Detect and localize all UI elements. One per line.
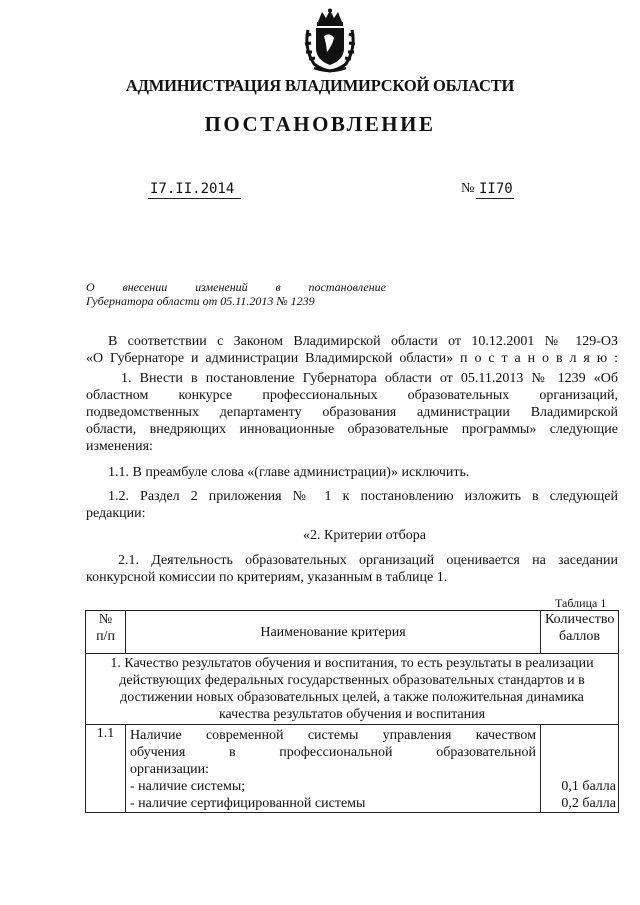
subject-line-1 (86, 280, 386, 294)
score-value: 0,2 балла (561, 796, 616, 811)
paragraph-1-1: 1.1. В преамбуле слова «(главе администрации)» исключить. (108, 465, 470, 480)
header-score-cell (541, 611, 619, 654)
section-title-cell (86, 654, 619, 725)
paragraph-line: областном конкурсе профессиональных образовательных организаций, (86, 388, 618, 403)
paragraph-line: области, внедряющих инновационные образовательные программы» следующие (86, 422, 618, 437)
criterion-line: - наличие системы; (130, 779, 246, 794)
vladimir-coat-of-arms-icon (300, 8, 360, 74)
paragraph-line: изменения: (86, 439, 153, 454)
row-number-cell: 1.1 (86, 725, 126, 813)
section-line: качества результатов обучения и воспитания (218, 707, 486, 722)
subject-word: О (86, 280, 95, 294)
subject-word: внесении (122, 280, 168, 294)
subject-word: постановление (308, 280, 386, 294)
paragraph-line: подведомственных департаменту образования администрации Владимирской (86, 405, 618, 420)
document-subject (86, 280, 386, 308)
paragraph-line: редакции: (86, 506, 146, 521)
paragraph-line: «О Губернаторе и администрации Владимирской области» п о с т а н о в л я ю : (86, 351, 618, 366)
number-label: № (461, 181, 475, 196)
section-line: действующих федеральных государственных образовательных стандартов и в (119, 673, 585, 688)
header-score-sublabel: баллов (558, 629, 601, 644)
table-section-row (86, 654, 619, 725)
header-number-cell (86, 611, 126, 654)
organization-name: АДМИНИСТРАЦИЯ ВЛАДИМИРСКОЙ ОБЛАСТИ (125, 76, 515, 95)
header-name-cell: Наименование критерия (126, 611, 541, 654)
paragraph-1 (86, 370, 618, 455)
document-date: I7.II.2014 (150, 181, 235, 197)
criterion-line: - наличие сертифицированной системы (130, 796, 366, 811)
section-line: 1. Качество результатов обучения и воспитания, то есть результаты в реализации (110, 656, 594, 671)
date-underline (148, 198, 241, 199)
subject-word: в (275, 280, 281, 294)
table-row (86, 725, 619, 813)
paragraph-line: конкурсной комиссии по критериям, указанным в таблице 1. (86, 570, 448, 585)
table-header-row (86, 611, 619, 654)
header-score-label: Количество (545, 612, 615, 627)
criterion-line: Наличие современной системы управления качеством (130, 728, 536, 743)
paragraph-1-2 (86, 488, 618, 522)
criterion-line: обучения в профессиональной образовательной (130, 745, 536, 760)
subject-line-2: Губернатора области от 05.11.2013 № 1239 (86, 294, 315, 308)
criteria-table (85, 610, 619, 813)
row-criterion-cell (126, 725, 541, 813)
section-heading: «2. Критерии отбора (303, 528, 426, 543)
header-number-label: № (98, 612, 113, 627)
paragraph-line: 2.1. Деятельность образовательных организаций оценивается на заседании (118, 553, 618, 568)
paragraph-line: 1. Внести в постановление Губернатора области от 05.11.2013 № 1239 «Об (121, 371, 618, 386)
section-line: достижении новых образовательных целей, а также положительная динамика (120, 690, 584, 705)
document-number: II70 (479, 181, 513, 197)
paragraph-2-1 (86, 552, 618, 586)
table-caption: Таблица 1 (555, 596, 607, 610)
preamble-paragraph (86, 333, 618, 367)
paragraph-line: В соответствии с Законом Владимирской области от 10.12.2001 № 129-ОЗ (108, 334, 618, 349)
row-score-cell (541, 725, 619, 813)
document-type-title: ПОСТАНОВЛЕНИЕ (204, 112, 436, 136)
subject-word: изменений (195, 280, 248, 294)
criterion-line: организации: (130, 762, 210, 777)
paragraph-line: 1.2. Раздел 2 приложения № 1 к постановлению изложить в следующей (108, 489, 618, 504)
header-number-sublabel: п/п (96, 629, 115, 644)
score-value: 0,1 балла (561, 779, 616, 794)
number-underline (476, 198, 514, 199)
